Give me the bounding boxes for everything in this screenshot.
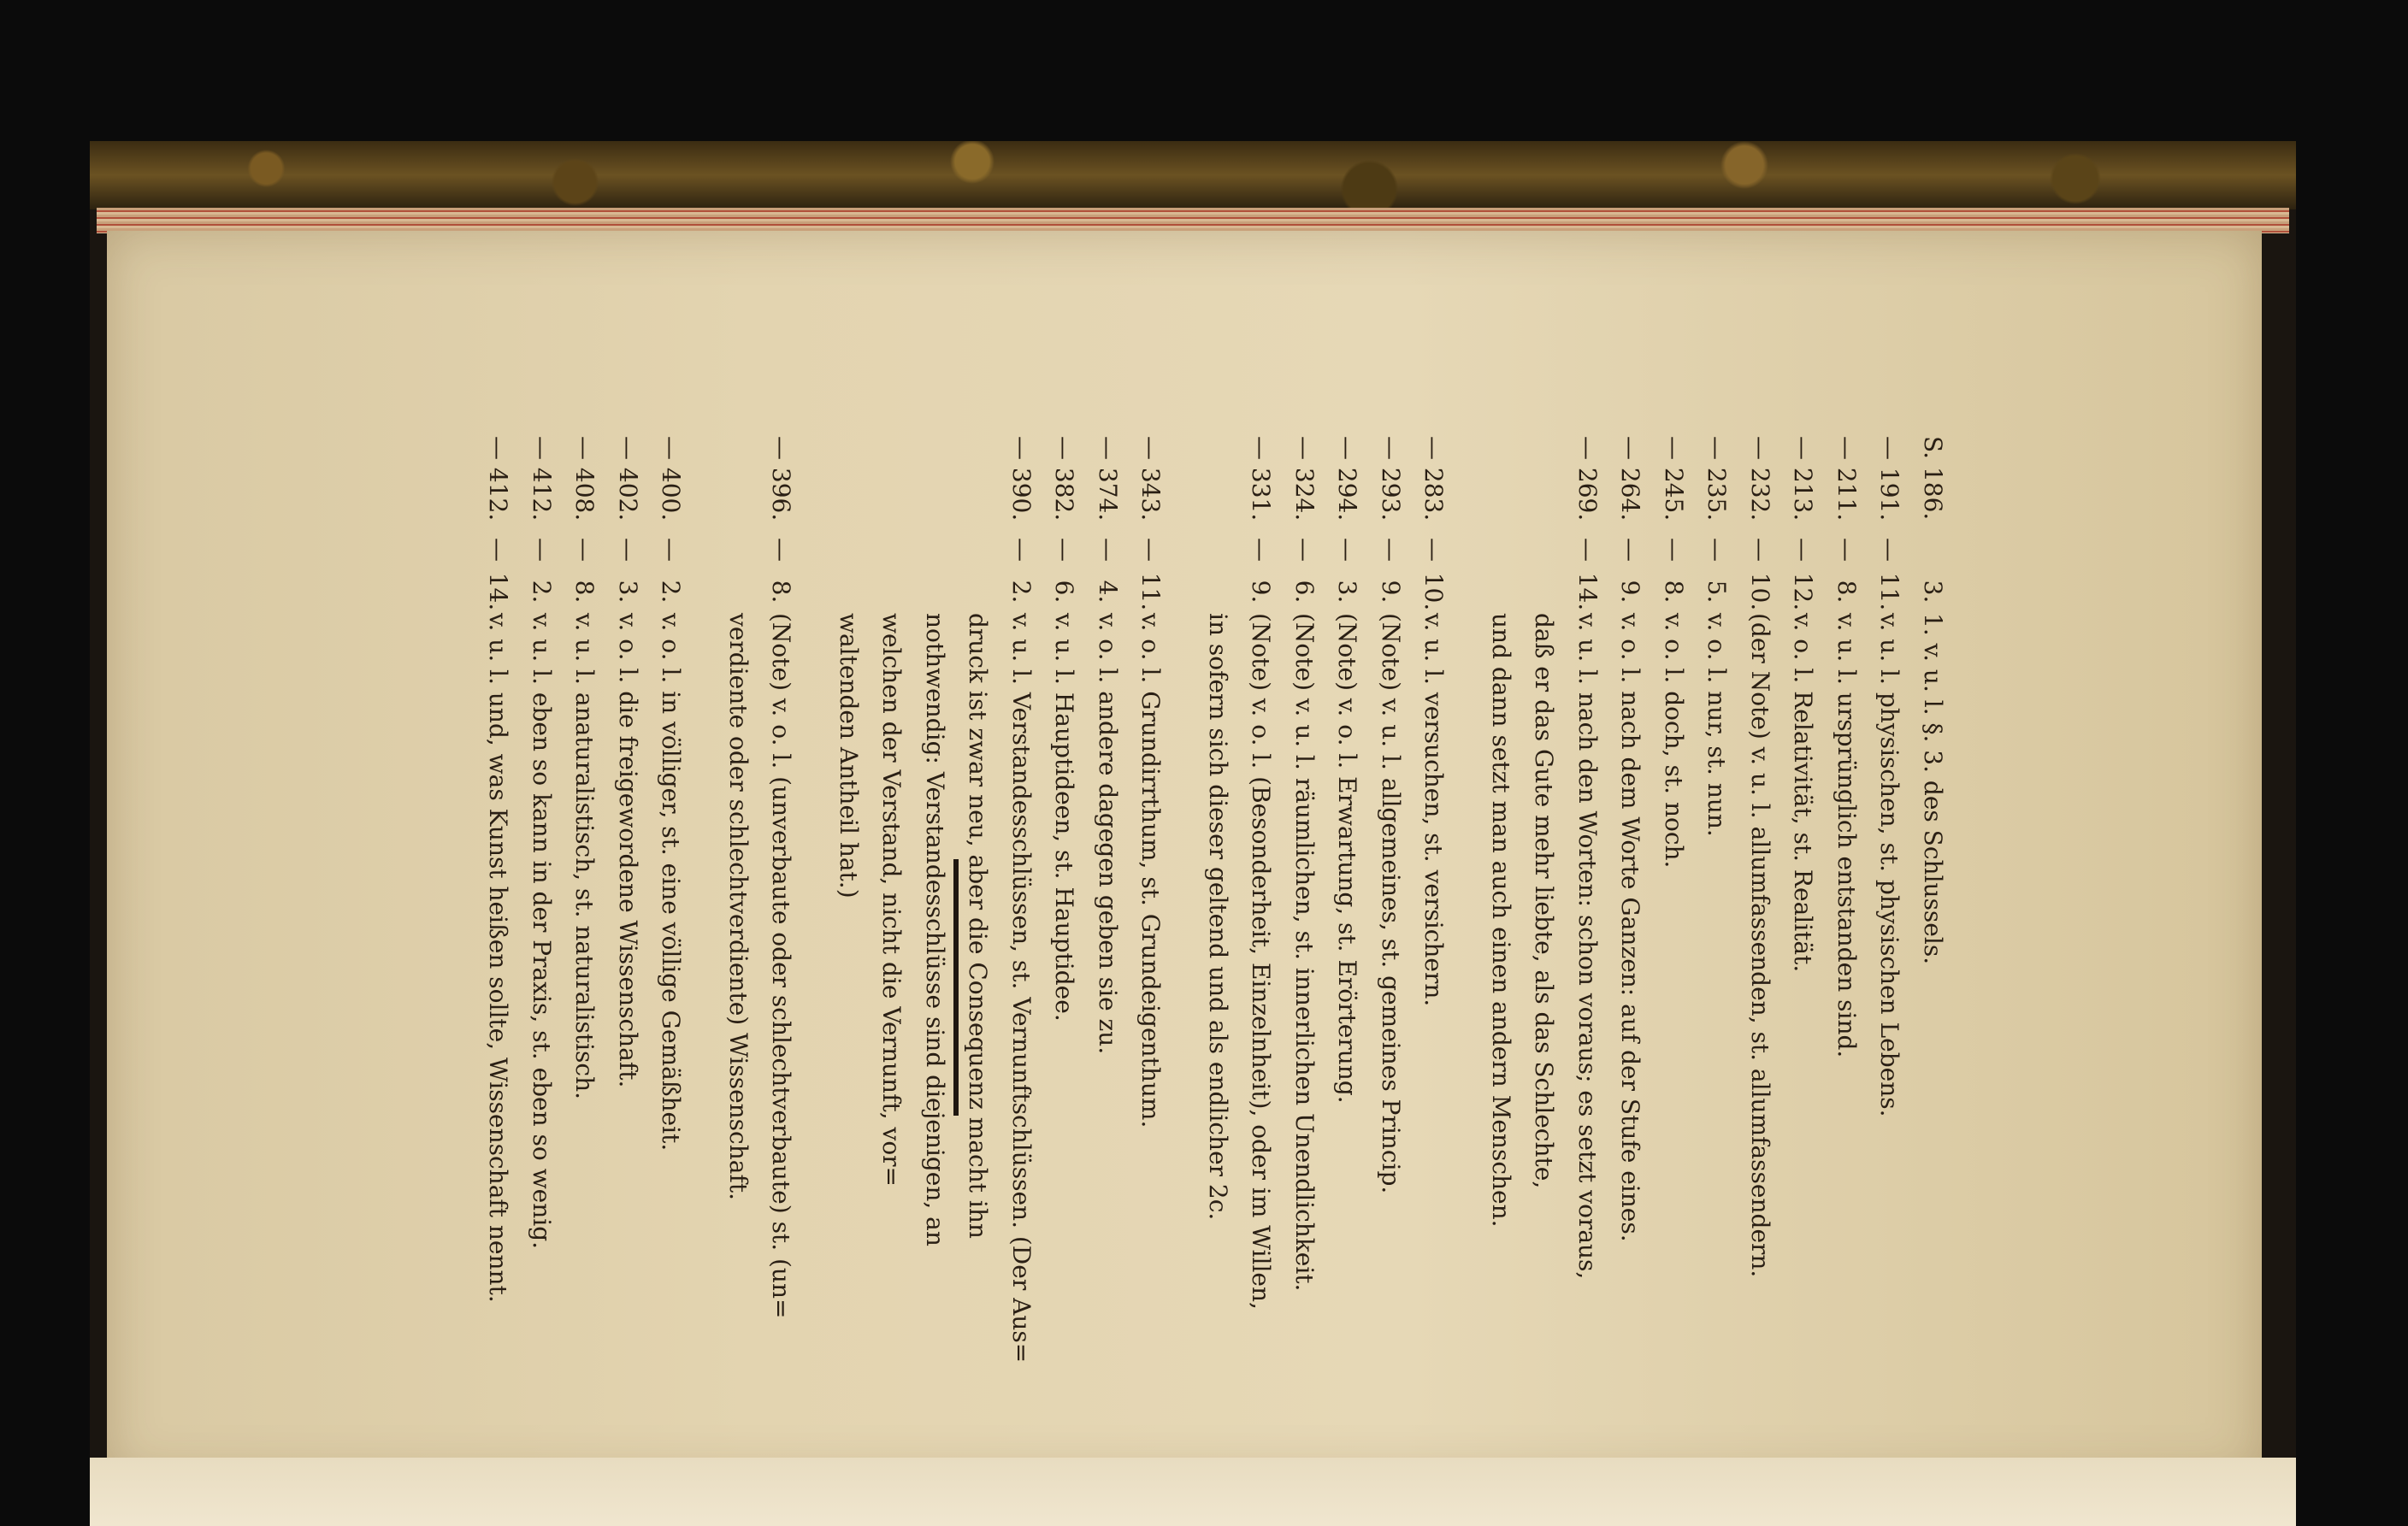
correction-text: 1. v. u. l. §. 3. des Schlussels. xyxy=(1919,613,1947,965)
line-ref: 8. xyxy=(767,580,796,604)
line-ref: 10. xyxy=(1746,572,1774,611)
errata-entry xyxy=(1738,436,1782,1278)
correction-text: v. o. l. andere dagegen geben sie zu. xyxy=(1094,613,1122,1055)
correction-text: (Note) v. o. l. Erwartung, st. Erörterung. xyxy=(1333,613,1362,1104)
errata-entry xyxy=(1129,436,1172,1137)
line-ref: 6. xyxy=(1050,580,1079,604)
separator: — xyxy=(1050,538,1079,562)
line-ref: 2. xyxy=(528,580,556,604)
separator: — xyxy=(767,538,796,562)
errata-entry xyxy=(1911,436,1955,1137)
marbled-cover xyxy=(90,141,2296,209)
correction-text: v. u. l. Verstandesschlüssen, st. Vernunftschlüssen. (Der Aus= xyxy=(1007,613,1036,1364)
facing-page xyxy=(90,1458,2296,1526)
separator: — xyxy=(1703,538,1732,562)
errata-continuation: und dann setzt man auch einen andern Menschen. xyxy=(1487,613,1515,1228)
section-gap xyxy=(1455,436,1479,1137)
line-ref: 10. xyxy=(1419,572,1449,611)
errata-entry xyxy=(1566,436,1609,1280)
separator: — xyxy=(1419,538,1449,562)
separator: — xyxy=(1746,538,1774,562)
line-ref: 3. xyxy=(1919,580,1947,604)
page-ref: — 408. xyxy=(570,436,599,521)
errata-entry xyxy=(1283,436,1326,1292)
errata-entry xyxy=(1695,436,1738,1137)
correction-text: v. u. l. und, was Kunst heißen sollte, Wissenschaft nennt. xyxy=(484,613,513,1303)
correction-text: v. o. l. Relativität, st. Realität. xyxy=(1789,613,1818,973)
errata-entry xyxy=(1825,436,1868,1137)
correction-text: v. u. l. Hauptideen, st. Hauptidee. xyxy=(1050,613,1079,1022)
correction-text: (Note) v. u. l. allgemeines, st. gemeines Princip. xyxy=(1377,613,1405,1194)
line-ref: 8. xyxy=(1833,580,1861,604)
errata-continuation: in sofern sich dieser geltend und als endlicher 2c. xyxy=(1204,613,1232,1221)
errata-entry xyxy=(1868,436,1911,1137)
correction-text: (Note) v. o. l. (Besonderheit, Einzelnheit), oder im Willen, xyxy=(1247,613,1276,1310)
page-ref: — 400. xyxy=(657,436,686,521)
separator: — xyxy=(1377,538,1405,562)
page-ref: — 293. xyxy=(1377,436,1405,521)
separator: — xyxy=(1573,538,1602,562)
errata-continuation: daß er das Gute mehr liebte, als das Schlechte, xyxy=(1530,613,1559,1189)
line-ref: 11. xyxy=(1875,572,1904,611)
separator: — xyxy=(614,538,642,562)
correction-text: v. o. l. die freigewordene Wissenschaft. xyxy=(614,613,642,1088)
line-ref: 8. xyxy=(570,580,599,604)
separator: — xyxy=(1789,538,1818,562)
separator: — xyxy=(570,538,599,562)
line-ref: 3. xyxy=(1333,580,1362,604)
line-ref: 14. xyxy=(1573,572,1602,611)
correction-text: v. o. l. Grundirrthum, st. Grundeigenthum. xyxy=(1136,613,1166,1128)
errata-entry xyxy=(1042,436,1086,1137)
errata-entry xyxy=(1369,436,1413,1194)
line-ref: 5. xyxy=(1703,580,1732,604)
correction-text: v. u. l. versuchen, st. versichern. xyxy=(1419,613,1449,1007)
errata-continuation: druck ist zwar neu, aber die Consequenz macht ihn xyxy=(964,613,993,1239)
page-ref: — 294. xyxy=(1333,436,1362,521)
page-ref: — 374. xyxy=(1094,436,1122,521)
correction-text: v. u. l. ursprünglich entstanden sind. xyxy=(1833,613,1861,1058)
separator xyxy=(1911,526,1955,570)
correction-text: v. u. l. anaturalistisch, st. naturalistisch. xyxy=(570,613,599,1100)
errata-entry xyxy=(1652,436,1696,1137)
separator: — xyxy=(484,538,513,562)
line-ref: 11. xyxy=(1136,572,1166,611)
errata-entry xyxy=(606,436,650,1137)
line-ref: 8. xyxy=(1660,580,1688,604)
page-ref: — 245. xyxy=(1660,436,1688,521)
errata-continuation: welchen der Verstand, nicht die Vernunft, vor= xyxy=(877,613,906,1187)
separator: — xyxy=(1136,538,1166,562)
errata-continuation: verdiente oder schlechtverdiente) Wissenschaft. xyxy=(724,613,752,1200)
correction-text: v. u. l. eben so kann in der Praxis, st. eben so wenig. xyxy=(528,613,556,1250)
correction-text: (Note) v. o. l. (unverbaute oder schlechtverbaute) st. (un= xyxy=(767,613,796,1319)
separator: — xyxy=(657,538,686,562)
page-ref: — 343. xyxy=(1136,436,1166,521)
errata-entry xyxy=(563,436,606,1137)
page-ref: — 324. xyxy=(1290,436,1319,521)
errata-continuation: nothwendig: Verstandesschlüsse sind diejenigen, an xyxy=(921,613,949,1246)
errata-entry xyxy=(1412,436,1455,1137)
errata-entry xyxy=(1239,436,1283,1310)
errata-entry xyxy=(649,436,693,1152)
correction-text: v. o. l. doch, st. noch. xyxy=(1660,613,1688,869)
page-ref: — 390. xyxy=(1007,436,1036,521)
line-ref: 9. xyxy=(1616,580,1645,604)
correction-text: v. u. l. nach den Worten: schon voraus; es setzt voraus, xyxy=(1573,613,1602,1280)
line-ref: 9. xyxy=(1377,580,1405,604)
separator: — xyxy=(1290,538,1319,562)
errata-entry xyxy=(759,436,803,1319)
separator: — xyxy=(1660,538,1688,562)
page-ref: — 331. xyxy=(1247,436,1276,521)
errata-entry xyxy=(1325,436,1369,1137)
errata-list xyxy=(476,436,1954,1364)
correction-text: v. u. l. physischen, st. physischen Lebens. xyxy=(1875,613,1904,1117)
correction-text: v. o. l. nach dem Worte Ganzen: auf der Stufe eines. xyxy=(1616,613,1645,1242)
separator: — xyxy=(1333,538,1362,562)
line-ref: 2. xyxy=(1007,580,1036,604)
errata-entry xyxy=(1781,436,1825,1137)
separator: — xyxy=(1247,538,1276,562)
line-ref: 12. xyxy=(1789,572,1818,611)
separator: — xyxy=(1094,538,1122,562)
page-ref: — 283. xyxy=(1419,436,1449,521)
separator: — xyxy=(1833,538,1861,562)
line-ref: 6. xyxy=(1290,580,1319,604)
section-gap xyxy=(693,436,717,1137)
page-edges xyxy=(97,208,2289,233)
separator: — xyxy=(1875,538,1904,562)
errata-continuation: waltenden Antheil hat.) xyxy=(835,613,863,899)
section-gap xyxy=(1172,436,1196,1137)
separator: — xyxy=(1616,538,1645,562)
line-ref: 4. xyxy=(1094,580,1122,604)
line-ref: 3. xyxy=(614,580,642,604)
errata-entry xyxy=(476,436,520,1303)
page-ref: — 382. xyxy=(1050,436,1079,521)
page-ref: — 232. xyxy=(1746,436,1774,521)
correction-text: v. o. l. in völliger, st. eine völlige Gemäßheit. xyxy=(657,613,686,1152)
separator: — xyxy=(1007,538,1036,562)
line-ref: 9. xyxy=(1247,580,1276,604)
page-ref: — 402. xyxy=(614,436,642,521)
page-ref: — 412. xyxy=(528,436,556,521)
page-ref: — 264. xyxy=(1616,436,1645,521)
errata-entry xyxy=(520,436,564,1250)
correction-text: (Note) v. u. l. räumlichen, st. innerlichen Unendlichkeit. xyxy=(1290,613,1319,1292)
correction-text: v. o. l. nur, st. nun. xyxy=(1703,613,1732,837)
page-ref: — 412. xyxy=(484,436,513,521)
line-ref: 2. xyxy=(657,580,686,604)
line-ref: 14. xyxy=(484,572,513,611)
page-ref: — 269. xyxy=(1573,436,1602,521)
page-ref: — 211. xyxy=(1833,436,1861,521)
page-ref: — 235. xyxy=(1703,436,1732,521)
section-gap xyxy=(803,436,827,1137)
page-ref: S. 186. xyxy=(1919,436,1947,521)
correction-text: (der Note) v. u. l. allumfassenden, st. allumfassendern. xyxy=(1746,613,1774,1278)
page-ref: — 396. xyxy=(767,436,796,521)
page-ref: — 191. xyxy=(1875,436,1904,521)
separator: — xyxy=(528,538,556,562)
errata-entry xyxy=(1086,436,1130,1137)
errata-entry xyxy=(1000,436,1043,1364)
page-ref: — 213. xyxy=(1789,436,1818,521)
errata-entry xyxy=(1608,436,1652,1242)
